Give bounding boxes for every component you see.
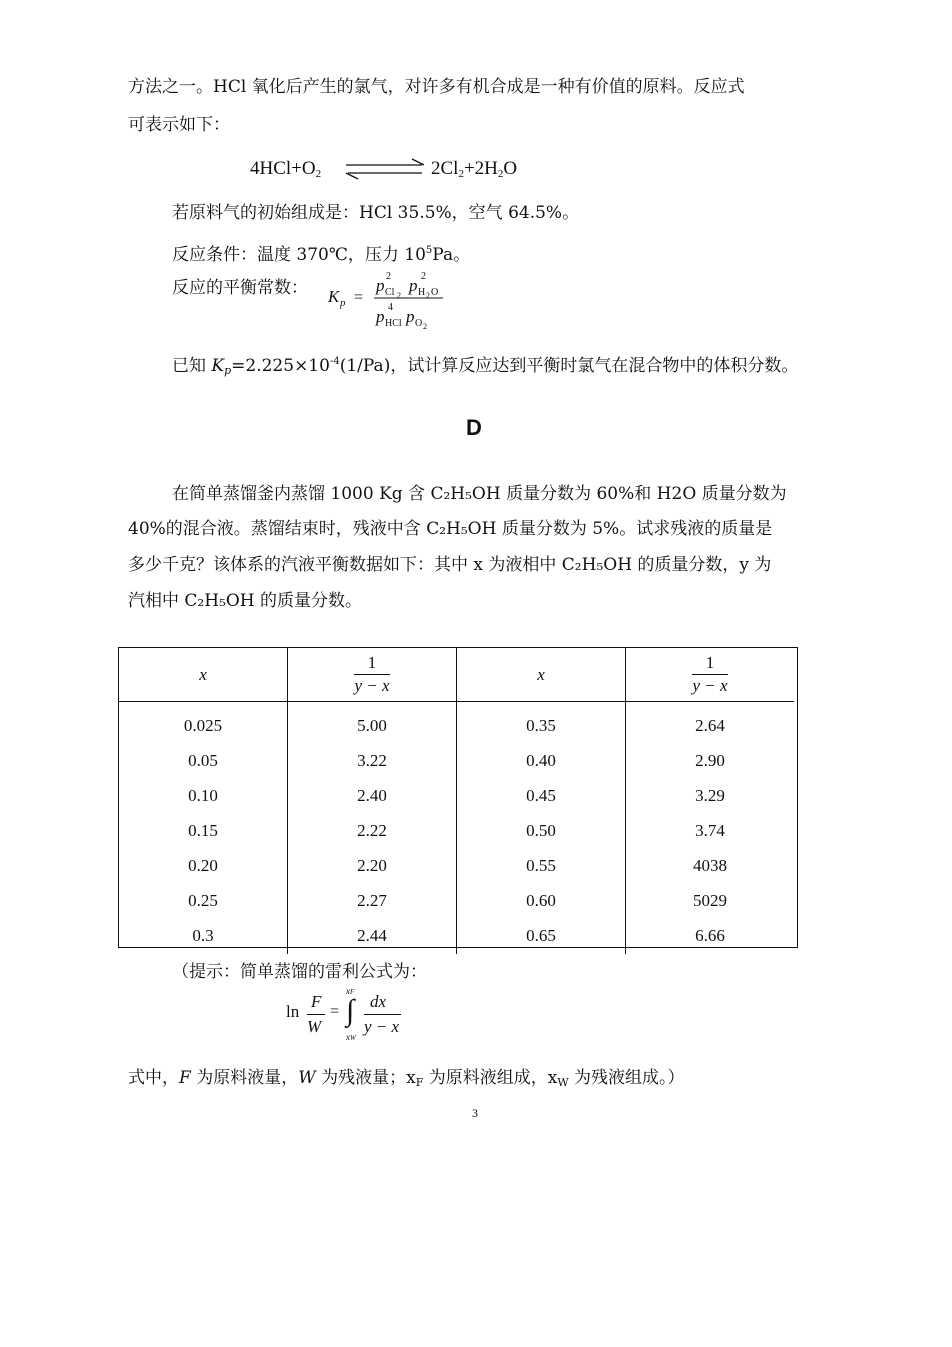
table-cell: 2.27 [288, 884, 457, 919]
vle-table [119, 648, 794, 954]
footer-d: 为原料液组成，x [423, 1068, 558, 1088]
problem-line-1: 在简单蒸馏釜内蒸馏 1000 Kg 含 C₂H₅OH 质量分数为 60%和 H2O 质量分数为 [172, 484, 787, 504]
problem-line-2: 40%的混合液。蒸馏结束时，残液中含 C₂H₅OH 质量分数为 5%。试求残液的质量是 [128, 519, 773, 539]
table-row [119, 814, 794, 849]
svg-text:4: 4 [388, 302, 393, 313]
svg-text:p: p [409, 276, 418, 295]
svg-text:HCl: HCl [385, 318, 402, 329]
table-cell: 0.55 [457, 849, 626, 884]
table-cell: 0.15 [188, 821, 218, 840]
problem-line-3: 多少千克？该体系的汽液平衡数据如下：其中 x 为液相中 C₂H₅OH 的质量分数，y 为 [128, 555, 772, 575]
rayleigh-equation [286, 986, 416, 1046]
rayleigh-upper-sub: F [350, 988, 355, 996]
kp-symbol-sub: p [224, 364, 232, 377]
footer-e: 为残液组成。） [568, 1068, 685, 1088]
table-cell: 0.05 [188, 751, 218, 770]
svg-text:p: p [406, 307, 415, 326]
table-cell: 0.10 [188, 786, 218, 805]
reaction-equation [250, 158, 321, 180]
product-o: O [503, 158, 518, 179]
table-row [119, 849, 794, 884]
rayleigh-lower [346, 1032, 356, 1042]
svg-text:2: 2 [386, 271, 391, 282]
table-cell: 0.20 [188, 856, 218, 875]
reaction-left: 4HCl+O [250, 158, 316, 179]
svg-text:O: O [415, 318, 423, 329]
conditions-sup: 5 [425, 245, 433, 256]
table-cell: 0.50 [457, 814, 626, 849]
rayleigh-frac-line [307, 1014, 325, 1015]
table-cell: 0.025 [183, 716, 223, 736]
table-cell: 0.35 [457, 702, 626, 744]
table-cell: 0.40 [457, 744, 626, 779]
table-cell: 2.44 [288, 919, 457, 954]
col-header-x-2: x [457, 648, 626, 702]
footer-a: 式中， [128, 1068, 179, 1088]
footer-W: W [298, 1068, 316, 1088]
svg-text:H: H [418, 287, 426, 298]
table-cell: 5.00 [288, 702, 457, 744]
svg-text:Cl: Cl [385, 287, 395, 298]
table-row [119, 919, 794, 954]
svg-text:2: 2 [397, 291, 401, 300]
product-h-sub: 2 [497, 168, 504, 180]
integral-icon: ∫ [346, 994, 355, 1027]
rayleigh-ln: ln [286, 1002, 300, 1021]
table-cell: 0.45 [457, 779, 626, 814]
footer-F: F [179, 1068, 191, 1088]
hint-footer [128, 1067, 685, 1094]
reaction-left-sub: 2 [315, 168, 322, 180]
rayleigh-dx: dx [370, 992, 387, 1011]
kp-symbol: K [211, 356, 225, 376]
table-row [119, 884, 794, 919]
svg-text:2: 2 [426, 291, 430, 300]
table-cell: 2.20 [288, 849, 457, 884]
rayleigh-upper-x: x [346, 986, 350, 996]
table-cell: 3.22 [288, 744, 457, 779]
kp-exp: -4 [329, 356, 340, 367]
rayleigh-lower-x: x [346, 1032, 350, 1042]
kp-known [172, 351, 798, 382]
svg-text:O: O [431, 287, 439, 298]
table-cell: 2.40 [288, 779, 457, 814]
svg-text:p: p [376, 307, 385, 326]
footer-c: 为残液量；x [315, 1068, 416, 1088]
col-header-inv-1 [288, 648, 457, 702]
svg-text:K: K [328, 287, 340, 306]
rayleigh-equals: = [330, 1003, 340, 1020]
inv-den: y − x [354, 676, 390, 695]
svg-text:2: 2 [421, 271, 426, 282]
table-cell: 0.3 [192, 926, 214, 945]
table-cell: 2.22 [288, 814, 457, 849]
kp-formula [322, 268, 457, 330]
intro-line-2: 可表示如下： [128, 115, 230, 135]
table-cell: 3.74 [626, 814, 795, 849]
problem-line-4: 汽相中 C₂H₅OH 的质量分数。 [128, 591, 363, 611]
hint-line-1: （提示：简单蒸馏的雷利公式为： [172, 962, 427, 982]
table-cell: 0.25 [188, 891, 218, 910]
table-row [119, 702, 794, 744]
inv-num: 1 [692, 653, 727, 675]
footer-d-sub: W [557, 1076, 569, 1089]
table-cell: 2.90 [626, 744, 795, 779]
table-row [119, 779, 794, 814]
svg-text:p: p [340, 297, 346, 309]
section-heading: D [466, 415, 482, 440]
vle-table-frame [118, 647, 798, 948]
rayleigh-W: W [307, 1017, 322, 1036]
kp-known-prefix: 已知 [172, 356, 212, 376]
table-cell: 3.29 [626, 779, 795, 814]
rayleigh-lower-sub: W [350, 1034, 356, 1042]
intro-line-1: 方法之一。HCl 氧化后产生的氯气，对许多有机合成是一种有价值的原料。反应式 [128, 77, 745, 97]
conditions-prefix: 反应条件：温度 370℃，压力 10 [172, 245, 426, 265]
col-header-x-1: x [119, 648, 288, 702]
reaction-conditions [172, 240, 470, 266]
table-cell: 0.60 [457, 884, 626, 919]
reaction-products [431, 158, 517, 180]
svg-text:p: p [376, 276, 385, 295]
table-cell: 0.65 [457, 919, 626, 954]
table-cell: 4038 [626, 849, 795, 884]
rayleigh-den: y − x [364, 1017, 400, 1036]
col-header-inv-2 [626, 648, 795, 702]
table-cell: 6.66 [626, 919, 795, 954]
product-cl: 2Cl [431, 158, 459, 179]
table-cell: 2.64 [626, 702, 795, 744]
inv-num: 1 [354, 653, 389, 675]
conditions-suffix: Pa。 [432, 245, 471, 265]
inv-den: y − x [692, 676, 728, 695]
product-h: +2H [463, 158, 498, 179]
svg-text:2: 2 [423, 322, 427, 330]
kp-known-suffix: (1/Pa)，试计算反应达到平衡时氯气在混合物中的体积分数。 [339, 356, 799, 376]
product-cl-sub: 2 [458, 168, 464, 180]
equilibrium-arrow-icon [344, 158, 426, 180]
page-number: 3 [472, 1106, 478, 1120]
kp-value: =2.225×10 [231, 356, 330, 376]
rayleigh-F: F [311, 992, 322, 1011]
footer-c-sub: F [415, 1076, 424, 1089]
kp-intro: 反应的平衡常数： [172, 278, 308, 298]
svg-text:=: = [354, 289, 364, 306]
footer-b: 为原料液量， [190, 1068, 299, 1088]
table-cell: 5029 [626, 884, 795, 919]
rayleigh-frac-line-2 [364, 1014, 401, 1015]
table-row [119, 744, 794, 779]
feed-composition: 若原料气的初始组成是：HCl 35.5%，空气 64.5%。 [172, 203, 580, 223]
